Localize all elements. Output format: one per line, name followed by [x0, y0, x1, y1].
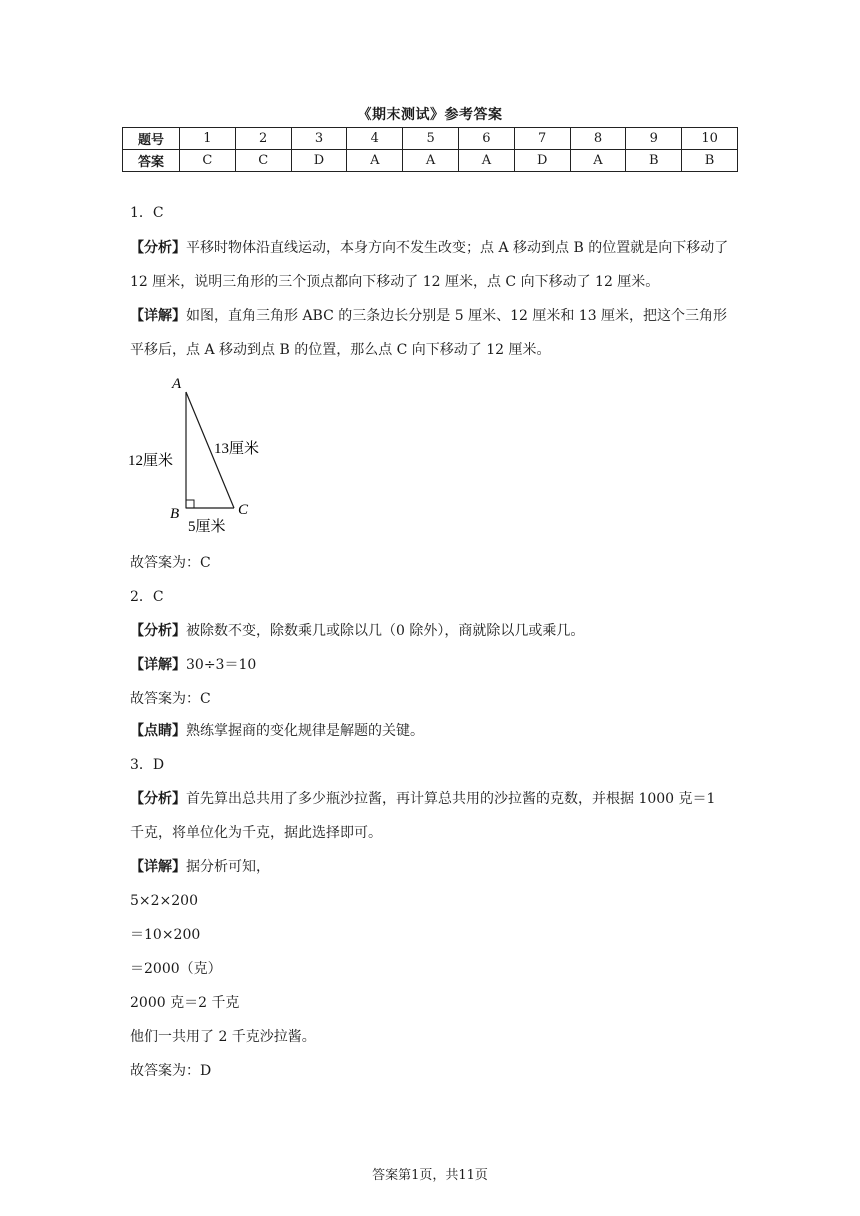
analysis-text: 首先算出总共用了多少瓶沙拉酱，再计算总共用的沙拉酱的克数，并根据 1000 克＝1 千克，将单位化为千克，据此选择即可。	[130, 791, 716, 841]
detail-tag: 【详解】	[130, 657, 186, 673]
table-cell: D	[291, 150, 347, 172]
detail-text: 30÷3＝10	[186, 657, 257, 673]
q1-analysis	[130, 231, 730, 299]
q1-heading: 1．C	[130, 205, 164, 221]
analysis-text: 被除数不变，除数乘几或除以几（0 除外），商就除以几或乘几。	[186, 623, 585, 639]
table-cell: 9	[626, 128, 682, 150]
detail-text: 如图，直角三角形 ABC 的三条边长分别是 5 厘米、12 厘米和 13 厘米，把这个三角形平移后，点 A 移动到点 B 的位置，那么点 C 向下移动了 12 厘米。	[130, 308, 728, 358]
q3-step: ＝2000（克）	[130, 961, 222, 977]
table-cell: 4	[347, 128, 403, 150]
detail-tag: 【详解】	[130, 308, 186, 324]
note-text: 熟练掌握商的变化规律是解题的关键。	[186, 723, 424, 739]
q3-conclusion: 故答案为：D	[130, 1063, 212, 1079]
table-cell: 7	[514, 128, 570, 150]
table-cell: 6	[458, 128, 514, 150]
q1-conclusion: 故答案为：C	[130, 555, 211, 571]
q1-detail	[130, 299, 730, 367]
q3-analysis	[130, 782, 730, 850]
table-cell: 10	[682, 128, 738, 150]
table-cell: 2	[235, 128, 291, 150]
vertex-c-label: C	[238, 502, 249, 518]
note-tag: 【点睛】	[130, 723, 186, 739]
q3-heading: 3．D	[130, 757, 165, 773]
right-angle-mark	[186, 500, 194, 508]
analysis-tag: 【分析】	[130, 623, 186, 639]
table-cell: C	[235, 150, 291, 172]
vertex-b-label: B	[170, 506, 180, 522]
triangle-figure	[126, 372, 286, 542]
table-row-numbers	[123, 128, 738, 150]
table-cell: A	[403, 150, 459, 172]
table-cell: 1	[180, 128, 236, 150]
table-cell: 5	[403, 128, 459, 150]
table-row-answers	[123, 150, 738, 172]
table-cell: A	[347, 150, 403, 172]
table-cell: 8	[570, 128, 626, 150]
q2-detail	[130, 655, 256, 675]
side-bc-length: 5厘米	[188, 519, 226, 535]
q3-detail	[130, 857, 270, 877]
table-cell: A	[458, 150, 514, 172]
detail-text: 据分析可知，	[186, 859, 270, 875]
table-cell: A	[570, 150, 626, 172]
row-label-number: 题号	[123, 128, 180, 150]
page-title: 《期末测试》参考答案	[357, 107, 503, 123]
q3-step: ＝10×200	[130, 927, 201, 943]
analysis-text: 平移时物体沿直线运动，本身方向不发生改变；点 A 移动到点 B 的位置就是向下移动了 12 厘米，说明三角形的三个顶点都向下移动了 12 厘米，点 C 向下移动了 12 厘米。	[130, 240, 729, 290]
q2-conclusion: 故答案为：C	[130, 691, 211, 707]
page-footer: 答案第1页，共11页	[372, 1168, 488, 1183]
q2-note	[130, 721, 424, 741]
analysis-tag: 【分析】	[130, 791, 186, 807]
q2-heading: 2．C	[130, 589, 164, 605]
row-label-answer: 答案	[123, 150, 180, 172]
vertex-a-label: A	[172, 376, 182, 392]
table-cell: D	[514, 150, 570, 172]
side-ab-length: 12厘米	[128, 453, 174, 469]
q3-step: 5×2×200	[130, 893, 198, 909]
q3-step: 他们一共用了 2 千克沙拉酱。	[130, 1029, 316, 1045]
side-ac-length: 13厘米	[214, 441, 260, 457]
q2-analysis	[130, 621, 584, 641]
analysis-tag: 【分析】	[130, 240, 186, 256]
detail-tag: 【详解】	[130, 859, 186, 875]
table-cell: B	[626, 150, 682, 172]
table-cell: B	[682, 150, 738, 172]
q3-step: 2000 克＝2 千克	[130, 995, 240, 1011]
table-cell: C	[180, 150, 236, 172]
table-cell: 3	[291, 128, 347, 150]
answer-table	[122, 127, 738, 172]
